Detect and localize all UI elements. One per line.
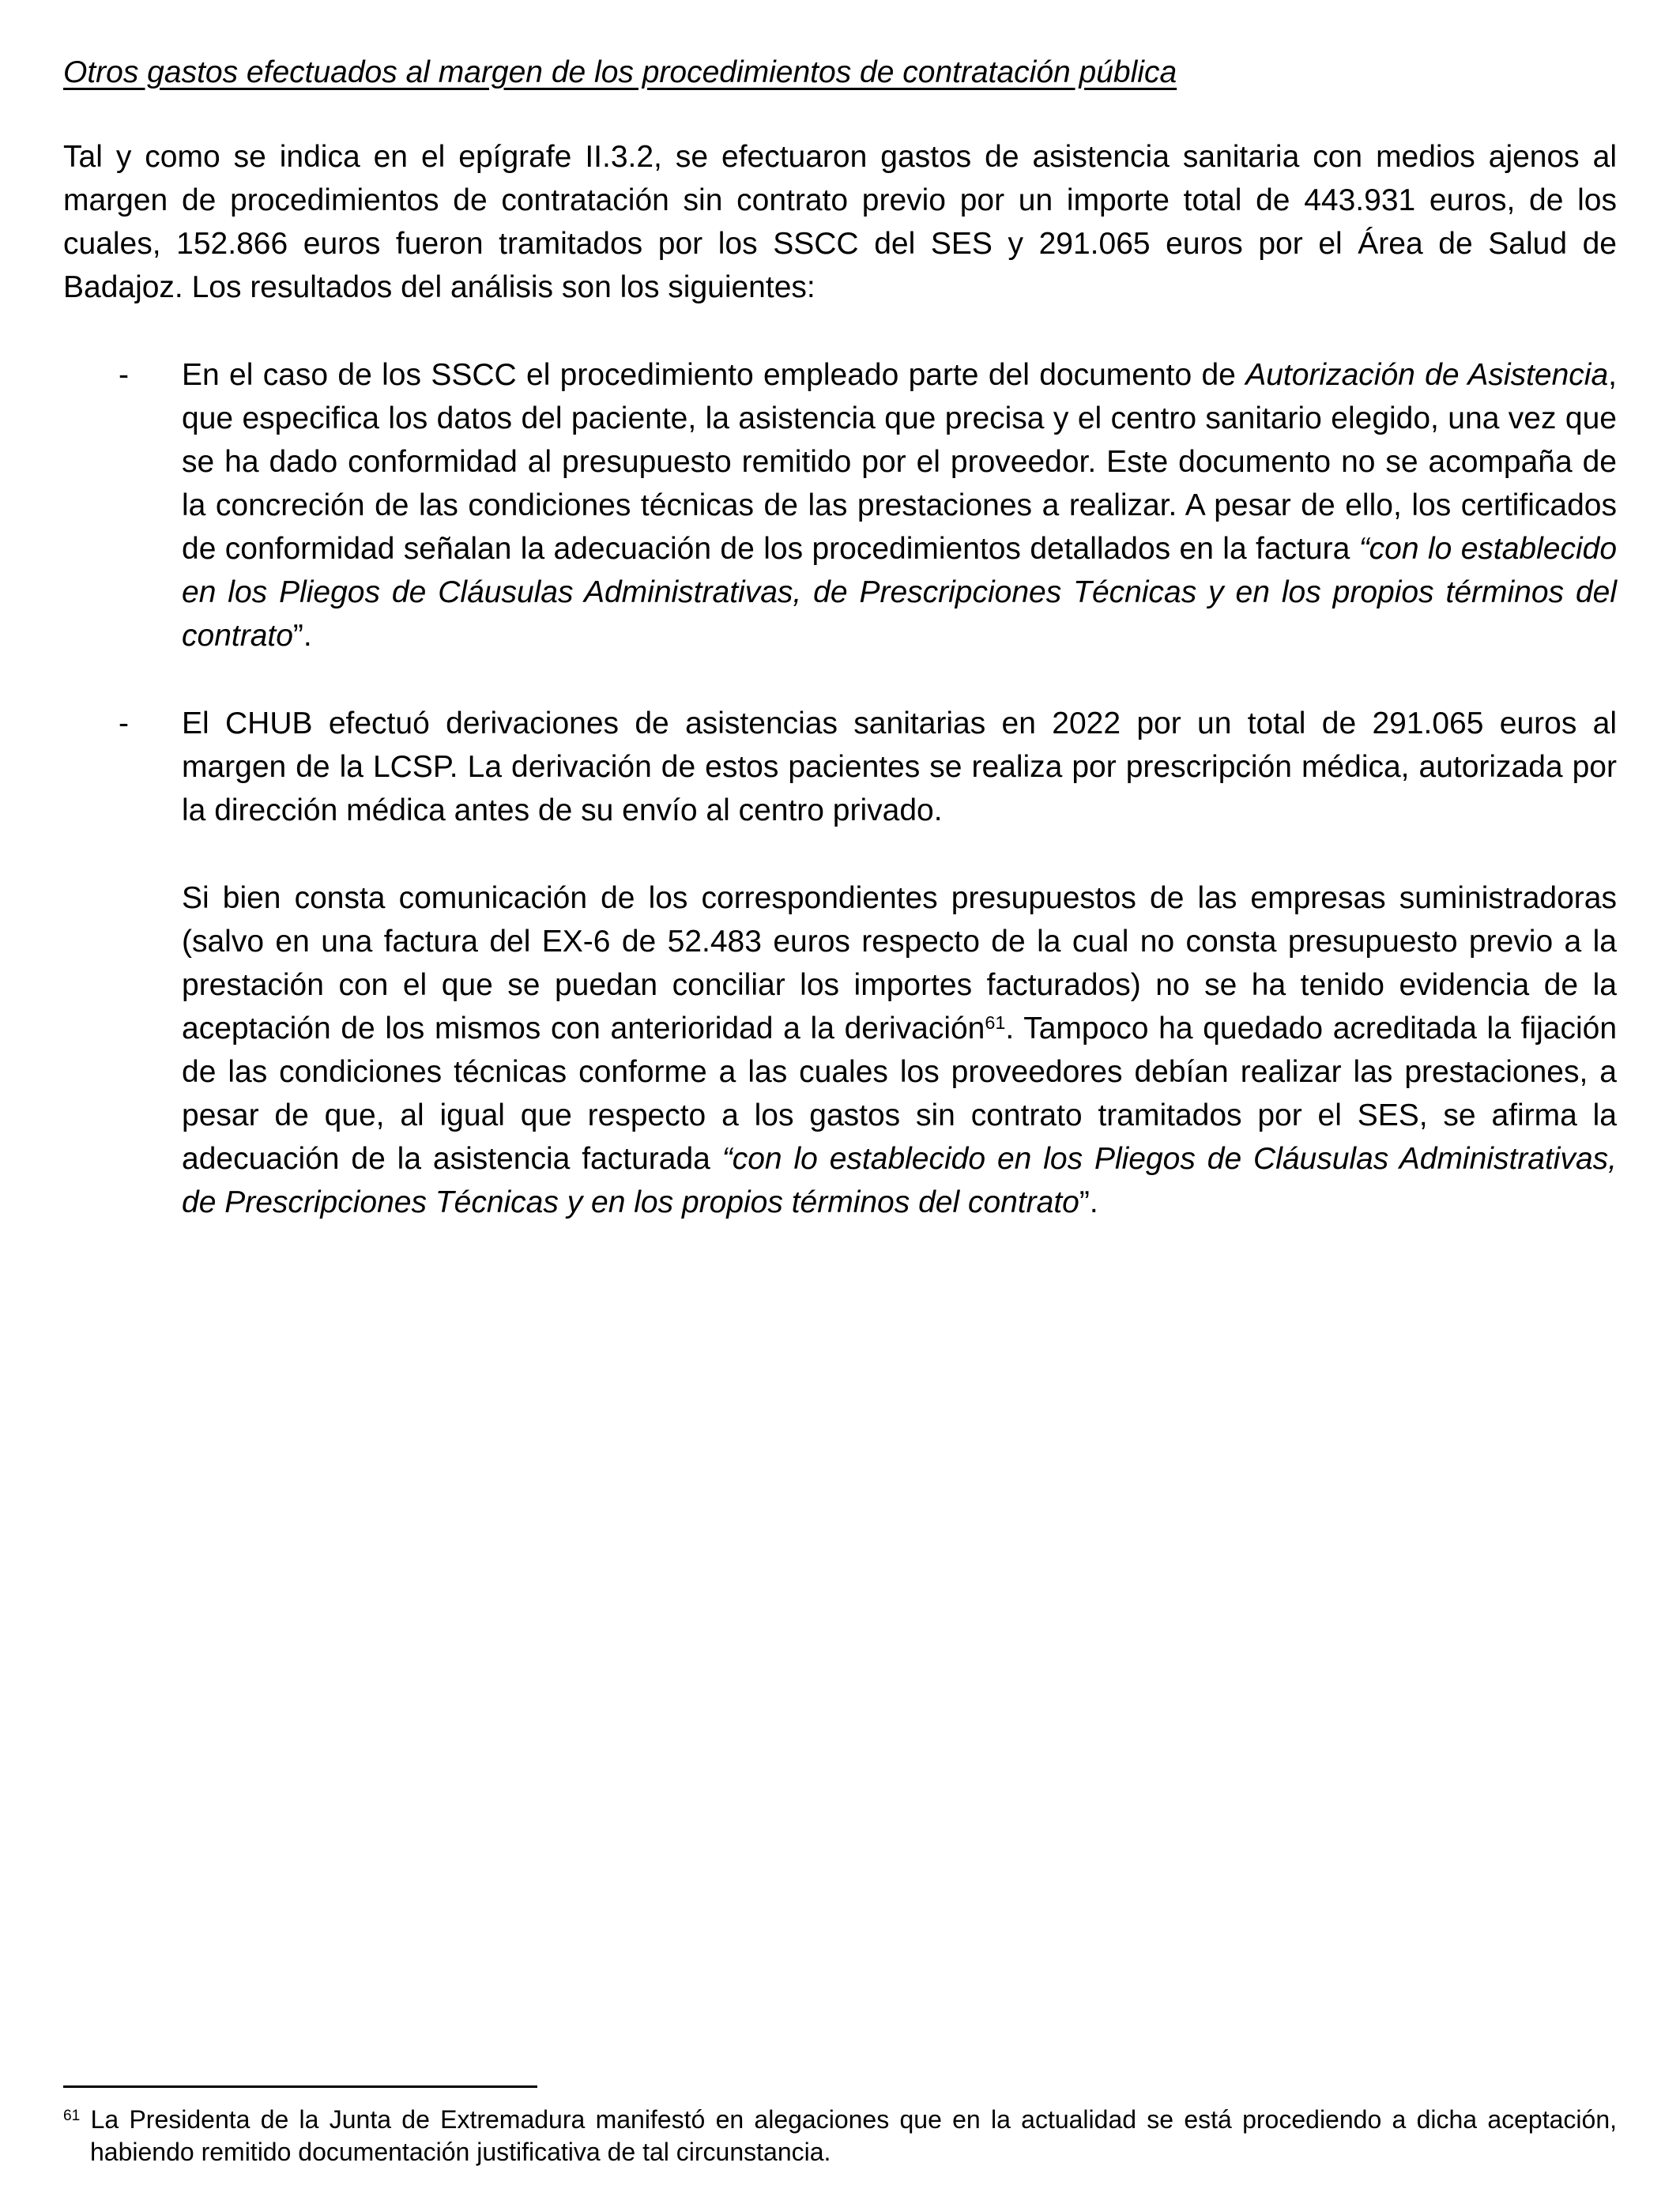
bullet-text-chub: El CHUB efectuó derivaciones de asistencias sanitarias en 2022 por un total de 291.065 euros al margen de la LCSP. La derivación de estos pacientes se realiza por prescripción médica, autorizada por la dirección médica antes de su envío al centro privado. <box>182 706 1617 827</box>
bullet-item-sscc <box>119 353 1617 657</box>
section-heading: Otros gastos efectuados al margen de los procedimientos de contratación pública <box>63 55 1177 89</box>
footnote-text: $^{61}$ La Presidenta de la Junta de Extremadura manifestó en alegaciones que en la actualidad se está procediendo a dicha aceptación, habiendo remitido documentación justificativa de tal circunstancia. <box>63 2105 1617 2166</box>
continuation-paragraph: Si bien consta comunicación de los correspondientes presupuestos de las empresas suministradoras (salvo en una factura del EX-6 de 52.483 euros respecto de la cual no consta presupuesto previo a la prestación con el que se puedan conciliar los importes facturados) no se ha tenido evidencia de la aceptación de los mismos con anterioridad a la derivación$^{61}$. Tampoco ha quedado acreditada la fijación de las condiciones técnicas conforme a las cuales los proveedores debían realizar las prestaciones, a pesar de que, al igual que respecto a los gastos sin contrato tramitados por el SES, se afirma la adecuación de la asistencia facturada “con lo establecido en los Pliegos de Cláusulas Administrativas, de Prescripciones Técnicas y en los propios términos del contrato”. <box>182 881 1618 1219</box>
bullet-item-chub <box>119 702 1617 832</box>
footnote-separator <box>63 2085 537 2088</box>
bullet-text-sscc: En el caso de los SSCC el procedimiento empleado parte del documento de Autorización de Asistencia, que especifica los datos del paciente, la asistencia que precisa y el centro sanitario elegido, una vez que se ha dado conformidad al presupuesto remitido por el proveedor. Este documento no se acompaña de la concreción de las condiciones técnicas de las prestaciones a realizar. A pesar de ello, los certificados de conformidad señalan la adecuación de los procedimientos detallados en la factura “con lo establecido en los Pliegos de Cláusulas Administrativas, de Prescripciones Técnicas y en los propios términos del contrato”. <box>182 358 1618 653</box>
footnote-area <box>63 2085 1617 2168</box>
intro-paragraph: Tal y como se indica en el epígrafe II.3.2, se efectuaron gastos de asistencia sanitaria con medios ajenos al margen de procedimientos de contratación sin contrato previo por un importe total de 443.931 euros, de los cuales, 152.866 euros fueron tramitados por los SSCC del SES y 291.065 euros por el Área de Salud de Badajoz. Los resultados del análisis son los siguientes: <box>63 140 1617 304</box>
bullet-marker: - <box>119 358 129 392</box>
bullet-marker: - <box>119 706 129 740</box>
